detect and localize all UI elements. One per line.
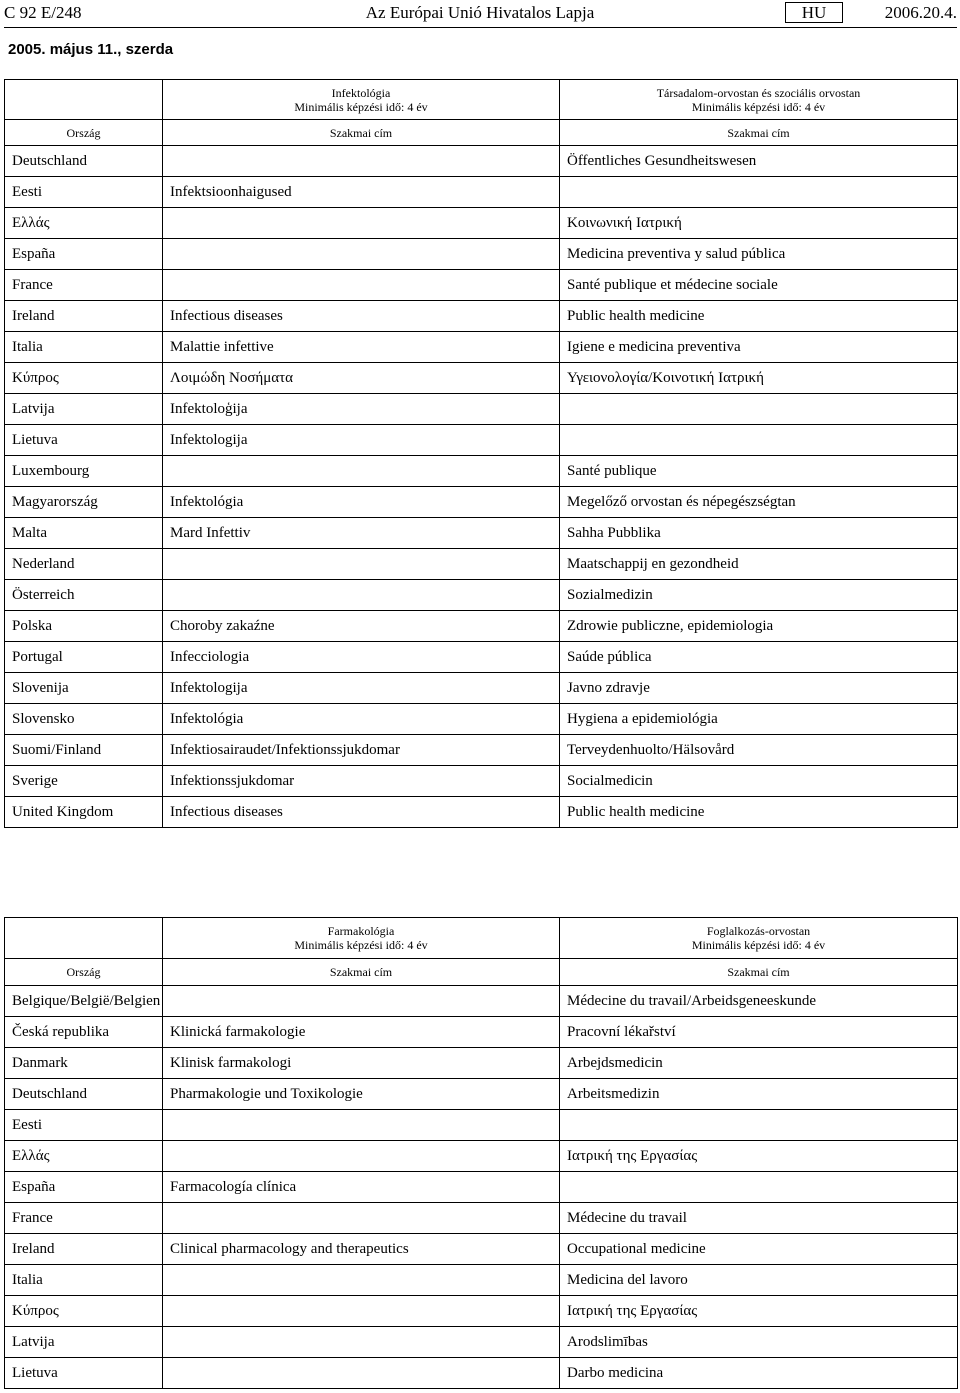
country-name: Κύπρος: [5, 1296, 163, 1327]
language-badge: HU: [785, 2, 843, 23]
country-name: Portugal: [5, 642, 163, 673]
country-name: Österreich: [5, 580, 163, 611]
specialty-a-title: Infektologija: [163, 673, 560, 704]
table-row: [5, 332, 958, 363]
specialty-b-title: Öffentliches Gesundheitswesen: [560, 146, 958, 177]
table-row: [5, 1327, 958, 1358]
specialty-b-title: [560, 177, 958, 208]
table-row: [5, 673, 958, 704]
table-row: [5, 735, 958, 766]
specialty-b-title: Ιατρική της Εργασίας: [560, 1296, 958, 1327]
specialty-b-title: [560, 1110, 958, 1141]
specialty-a-title: Infektologija: [163, 425, 560, 456]
country-name: Ελλάς: [5, 208, 163, 239]
specialty-a-title: [163, 1296, 560, 1327]
table-row: [5, 1234, 958, 1265]
table-row: [5, 1172, 958, 1203]
specialty-b-title: Occupational medicine: [560, 1234, 958, 1265]
specialty-table: [4, 79, 958, 828]
country-name: Latvija: [5, 1327, 163, 1358]
specialty-b-title: Hygiena a epidemiológia: [560, 704, 958, 735]
country-name: Deutschland: [5, 146, 163, 177]
specialty-a-min-training: Minimális képzési idő: 4 év: [294, 938, 428, 952]
specialty-b-title: Saúde pública: [560, 642, 958, 673]
specialty-b-title: Zdrowie publiczne, epidemiologia: [560, 611, 958, 642]
specialty-b-title: Sozialmedizin: [560, 580, 958, 611]
specialty-b-title: Pracovní lékařství: [560, 1017, 958, 1048]
specialty-b-title: Igiene e medicina preventiva: [560, 332, 958, 363]
table-row: [5, 1079, 958, 1110]
table-row: [5, 487, 958, 518]
table-row: [5, 394, 958, 425]
title-b-column-header: Szakmai cím: [560, 120, 958, 146]
table-row: [5, 518, 958, 549]
country-name: Suomi/Finland: [5, 735, 163, 766]
table-row: [5, 1141, 958, 1172]
specialty-a-title: Infektológia: [163, 487, 560, 518]
specialty-b-title: Javno zdravje: [560, 673, 958, 704]
specialty-a-header: [163, 80, 560, 120]
blank-header-cell: [5, 80, 163, 120]
specialty-a-title: Infektsioonhaigused: [163, 177, 560, 208]
specialty-a-title: Choroby zakaźne: [163, 611, 560, 642]
specialty-b-title: Public health medicine: [560, 797, 958, 828]
country-name: Lietuva: [5, 425, 163, 456]
country-name: Polska: [5, 611, 163, 642]
country-column-header: Ország: [5, 120, 163, 146]
table-row: [5, 270, 958, 301]
publication-date: 2006.20.4.: [884, 3, 957, 22]
specialty-a-header: [163, 918, 560, 959]
table-row: [5, 1296, 958, 1327]
specialty-a-title: Klinisk farmakologi: [163, 1048, 560, 1079]
specialty-b-title: Public health medicine: [560, 301, 958, 332]
specialty-a-title: Infektológia: [163, 704, 560, 735]
page-number: C 92 E/248: [4, 3, 82, 22]
country-column-header: Ország: [5, 959, 163, 986]
specialty-b-min-training: Minimális képzési idő: 4 év: [691, 938, 826, 952]
country-name: España: [5, 1172, 163, 1203]
session-date: 2005. május 11., szerda: [8, 41, 174, 58]
country-name: Eesti: [5, 177, 163, 208]
specialty-b-title: [560, 394, 958, 425]
specialty-a-title: [163, 986, 560, 1017]
specialty-b-title: Medicina del lavoro: [560, 1265, 958, 1296]
country-name: France: [5, 1203, 163, 1234]
table-row: [5, 1358, 958, 1389]
specialty-b-title: Darbo medicina: [560, 1358, 958, 1389]
country-name: Ireland: [5, 301, 163, 332]
country-name: Latvija: [5, 394, 163, 425]
specialty-b-title: Κοινωνική Ιατρική: [560, 208, 958, 239]
table-row: [5, 425, 958, 456]
specialty-b-title: Ιατρική της Εργασίας: [560, 1141, 958, 1172]
specialty-a-title: Pharmakologie und Toxikologie: [163, 1079, 560, 1110]
specialty-b-title: Médecine du travail: [560, 1203, 958, 1234]
specialty-header-row: [5, 918, 958, 959]
country-name: United Kingdom: [5, 797, 163, 828]
table-row: [5, 986, 958, 1017]
specialty-b-title: Arbejdsmedicin: [560, 1048, 958, 1079]
specialty-b-title: Sahha Pubblika: [560, 518, 958, 549]
specialty-b-title: Maatschappij en gezondheid: [560, 549, 958, 580]
country-name: Nederland: [5, 549, 163, 580]
table-row: [5, 301, 958, 332]
specialty-a-title: Infektoloģija: [163, 394, 560, 425]
specialty-b-title: Υγειονολογία/Κοινοτική Ιατρική: [560, 363, 958, 394]
table-row: [5, 704, 958, 735]
specialty-a-title: [163, 208, 560, 239]
title-a-column-header: Szakmai cím: [163, 120, 560, 146]
specialty-a-title: [163, 456, 560, 487]
specialty-b-title: [560, 1172, 958, 1203]
specialty-b-header: [560, 80, 958, 120]
specialty-a-title: Infektionssjukdomar: [163, 766, 560, 797]
specialty-b-min-training: Minimális képzési idő: 4 év: [691, 99, 826, 114]
specialty-b-name: Társadalom-orvostan és szociális orvostan: [656, 85, 861, 100]
specialty-table: [4, 917, 958, 1389]
specialty-a-title: [163, 1110, 560, 1141]
country-name: Slovenija: [5, 673, 163, 704]
table-body: [5, 146, 958, 828]
table-row: [5, 1265, 958, 1296]
specialty-a-title: Clinical pharmacology and therapeutics: [163, 1234, 560, 1265]
specialty-a-name: Farmakológia: [327, 924, 395, 938]
specialty-b-title: Terveydenhuolto/Hälsovård: [560, 735, 958, 766]
table-body: [5, 986, 958, 1389]
country-name: Italia: [5, 332, 163, 363]
specialty-a-title: [163, 580, 560, 611]
country-name: Eesti: [5, 1110, 163, 1141]
specialty-a-title: [163, 1203, 560, 1234]
specialty-a-title: [163, 549, 560, 580]
specialty-b-title: Megelőző orvostan és népegészségtan: [560, 487, 958, 518]
specialty-b-title: Medicina preventiva y salud pública: [560, 239, 958, 270]
table-row: [5, 456, 958, 487]
table-row: [5, 177, 958, 208]
specialty-a-title: [163, 1358, 560, 1389]
specialty-a-title: Infecciologia: [163, 642, 560, 673]
country-name: Slovensko: [5, 704, 163, 735]
specialty-b-title: Socialmedicin: [560, 766, 958, 797]
table-row: [5, 642, 958, 673]
specialty-a-title: Infektiosairaudet/Infektionssjukdomar: [163, 735, 560, 766]
specialty-a-title: [163, 270, 560, 301]
specialty-a-title: Infectious diseases: [163, 301, 560, 332]
country-name: Malta: [5, 518, 163, 549]
specialty-a-title: Klinická farmakologie: [163, 1017, 560, 1048]
title-b-column-header: Szakmai cím: [560, 959, 958, 986]
country-name: España: [5, 239, 163, 270]
country-name: Česká republika: [5, 1017, 163, 1048]
column-header-row: [5, 120, 958, 146]
specialty-a-name: Infektológia: [331, 85, 391, 100]
table-row: [5, 580, 958, 611]
table-row: [5, 611, 958, 642]
table-row: [5, 1017, 958, 1048]
country-name: Belgique/België/Belgien: [5, 986, 163, 1017]
country-name: Sverige: [5, 766, 163, 797]
header-rule: [4, 27, 957, 28]
title-a-column-header: Szakmai cím: [163, 959, 560, 986]
country-name: Magyarország: [5, 487, 163, 518]
country-name: Lietuva: [5, 1358, 163, 1389]
table-row: [5, 208, 958, 239]
specialty-a-title: [163, 1327, 560, 1358]
country-name: Ελλάς: [5, 1141, 163, 1172]
country-name: Danmark: [5, 1048, 163, 1079]
table-row: [5, 1110, 958, 1141]
country-name: Deutschland: [5, 1079, 163, 1110]
specialty-b-title: Santé publique: [560, 456, 958, 487]
specialty-a-title: Malattie infettive: [163, 332, 560, 363]
table-row: [5, 239, 958, 270]
table-row: [5, 549, 958, 580]
table-row: [5, 797, 958, 828]
table-row: [5, 1203, 958, 1234]
specialty-header-row: [5, 80, 958, 120]
specialty-a-min-training: Minimális képzési idő: 4 év: [294, 99, 428, 114]
specialty-b-title: Arbeitsmedizin: [560, 1079, 958, 1110]
specialty-a-title: Λοιμώδη Νοσήματα: [163, 363, 560, 394]
blank-header-cell: [5, 918, 163, 959]
specialty-b-title: Arodslimības: [560, 1327, 958, 1358]
specialty-b-title: [560, 425, 958, 456]
specialty-a-title: [163, 146, 560, 177]
column-header-row: [5, 959, 958, 986]
specialty-a-title: Infectious diseases: [163, 797, 560, 828]
table-row: [5, 363, 958, 394]
specialty-a-title: Farmacología clínica: [163, 1172, 560, 1203]
specialty-b-title: Médecine du travail/Arbeidsgeneeskunde: [560, 986, 958, 1017]
journal-title: Az Európai Unió Hivatalos Lapja: [365, 3, 595, 22]
specialty-b-header: [560, 918, 958, 959]
country-name: Italia: [5, 1265, 163, 1296]
country-name: Κύπρος: [5, 363, 163, 394]
table-row: [5, 1048, 958, 1079]
specialty-b-name: Foglalkozás-orvostan: [706, 924, 811, 938]
country-name: Ireland: [5, 1234, 163, 1265]
table-row: [5, 766, 958, 797]
specialty-a-title: [163, 239, 560, 270]
specialty-b-title: Santé publique et médecine sociale: [560, 270, 958, 301]
country-name: Luxembourg: [5, 456, 163, 487]
specialty-a-title: [163, 1265, 560, 1296]
specialty-a-title: [163, 1141, 560, 1172]
table-row: [5, 146, 958, 177]
country-name: France: [5, 270, 163, 301]
specialty-a-title: Mard Infettiv: [163, 518, 560, 549]
